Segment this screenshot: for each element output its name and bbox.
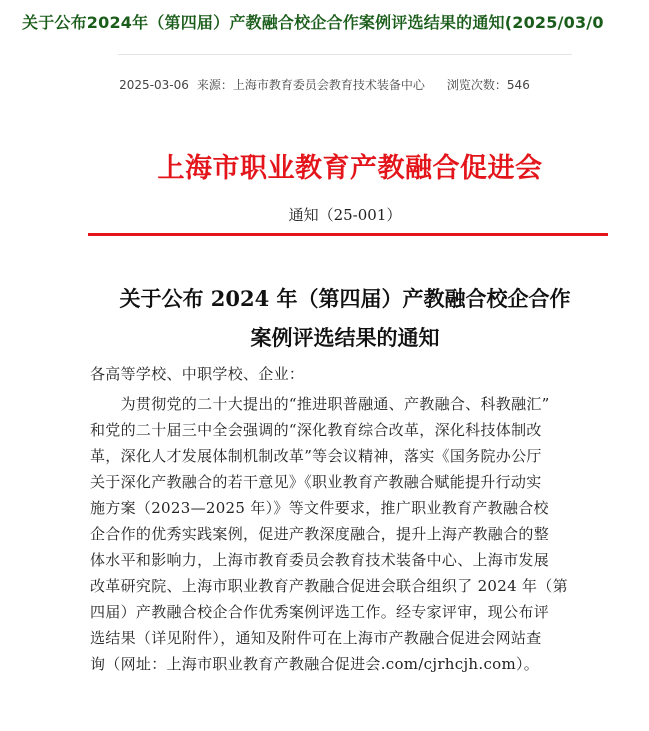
body-line: 选结果（详见附件），通知及附件可在上海市产教融合促进会网站查 — [90, 629, 542, 647]
body-line: 为贯彻党的二十大提出的“推进职普融通、产教融合、科教融汇” — [90, 395, 550, 413]
body-line: 体水平和影响力，上海市教育委员会教育技术装备中心、上海市发展 — [90, 551, 550, 569]
document-title-line-2: 案例评选结果的通知 — [250, 325, 440, 350]
body-line: 四届）产教融合校企合作优秀案例评选工作。经专家评审，现公布评 — [90, 603, 550, 621]
organization-name: 上海市职业教育产教融合促进会 — [157, 153, 543, 184]
body-paragraph — [90, 391, 610, 677]
page-title: 关于公布2024年（第四届）产教融合校企合作案例评选结果的通知(2025/03/0 — [22, 13, 604, 32]
salutation: 各高等学校、中职学校、企业： — [90, 365, 305, 383]
document-title-line-1: 关于公布 2024 年（第四届）产教融合校企合作 — [119, 286, 571, 311]
source-label: 来源：上海市教育委员会教育技术装备中心 — [196, 78, 425, 92]
notice-number: 通知（25-001） — [288, 206, 402, 224]
article-meta — [0, 76, 649, 93]
body-line: 关于深化产教融合的若干意见》《职业教育产教融合赋能提升行动实 — [90, 473, 542, 491]
body-line: 革，深化人才发展体制机制改革”等会议精神，落实《国务院办公厅 — [90, 447, 542, 465]
header-divider — [118, 54, 572, 55]
body-line: 改革研究院、上海市职业教育产教融合促进会联合组织了 2024 年（第 — [90, 577, 568, 595]
body-line: 施方案（2023—2025 年）》等文件要求，推广职业教育产教融合校 — [90, 499, 549, 517]
view-count: 浏览次数：546 — [446, 78, 530, 92]
red-divider — [88, 233, 608, 236]
body-line: 企合作的优秀实践案例，促进产教深度融合，提升上海产教融合的整 — [90, 525, 550, 543]
body-line: 询（网址：上海市职业教育产教融合促进会.com/cjrhcjh.com）。 — [90, 655, 540, 673]
publish-date: 2025-03-06 — [119, 78, 189, 92]
body-line: 和党的二十届三中全会强调的“深化教育综合改革，深化科技体制改 — [90, 421, 542, 439]
